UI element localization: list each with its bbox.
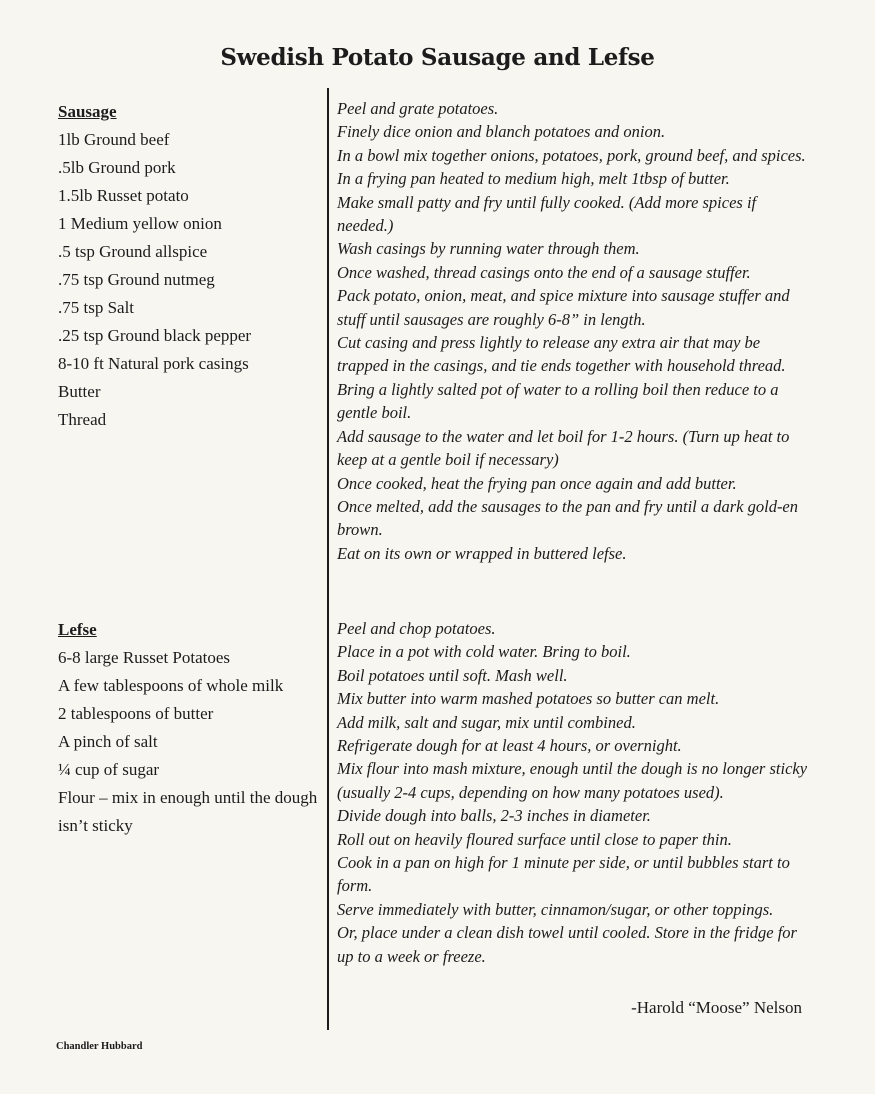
instruction-step: Wash casings by running water through them. — [337, 239, 640, 259]
instruction-step: Pack potato, onion, meat, and spice mixture into sausage stuffer and stuff until sausages are roughly 6-8” in length. — [337, 286, 790, 329]
lefse-ingredients-list — [58, 616, 320, 840]
instruction-step: Peel and grate potatoes. — [337, 99, 499, 118]
instruction-step: Serve immediately with butter, cinnamon/sugar, or other toppings. — [337, 899, 774, 919]
page-title: Swedish Potato Sausage and Lefse — [220, 44, 655, 71]
instruction-step: Once washed, thread casings onto the end of a sausage stuffer. — [337, 262, 751, 282]
instruction-step: Once cooked, heat the frying pan once again and add butter. — [337, 473, 737, 493]
ingredient-item: .75 tsp Salt — [58, 298, 135, 317]
footer-credit: Chandler Hubbard — [56, 1041, 143, 1052]
ingredient-item: 1.5lb Russet potato — [58, 186, 189, 205]
instruction-step: Roll out on heavily floured surface until close to paper thin. — [337, 829, 732, 849]
ingredient-item: 1 Medium yellow onion — [58, 214, 222, 233]
instruction-step: Finely dice onion and blanch potatoes and onion. — [337, 122, 666, 142]
ingredient-item: Thread — [58, 410, 107, 429]
ingredient-item: .5lb Ground pork — [58, 158, 176, 177]
instruction-step: Mix butter into warm mashed potatoes so butter can melt. — [337, 689, 720, 709]
lefse-instructions — [337, 617, 809, 968]
ingredient-item: 1lb Ground beef — [58, 130, 170, 149]
lefse-heading: Lefse — [58, 620, 97, 639]
ingredient-item: A few tablespoons of whole milk — [58, 676, 284, 695]
instruction-step: Eat on its own or wrapped in buttered lefse. — [337, 543, 627, 563]
instruction-step: Add milk, salt and sugar, mix until combined. — [337, 712, 636, 732]
author-signature: -Harold “Moose” Nelson — [631, 998, 802, 1017]
instruction-step: Boil potatoes until soft. Mash well. — [337, 665, 568, 685]
ingredient-item: A pinch of salt — [58, 732, 158, 751]
ingredient-item: Flour – mix in enough until the dough isn’t sticky — [58, 788, 318, 835]
ingredient-item: 6-8 large Russet Potatoes — [58, 648, 231, 667]
ingredient-item: .25 tsp Ground black pepper — [58, 326, 252, 345]
instruction-step: Refrigerate dough for at least 4 hours, or overnight. — [337, 736, 682, 756]
instruction-step: Add sausage to the water and let boil for 1-2 hours. (Turn up heat to keep at a gentle boil if necessary) — [337, 426, 790, 470]
ingredient-item: Butter — [58, 382, 101, 401]
ingredient-item: .5 tsp Ground allspice — [58, 242, 208, 261]
ingredient-item: 8-10 ft Natural pork casings — [58, 354, 249, 373]
instruction-step: Once melted, add the sausages to the pan and fry until a dark gold-en brown. — [337, 496, 799, 540]
instruction-step: Place in a pot with cold water. Bring to boil. — [337, 642, 631, 662]
column-divider — [327, 88, 329, 1030]
instruction-step: Or, place under a clean dish towel until cooled. Store in the fridge for up to a week or freeze. — [337, 923, 797, 966]
instruction-step: Cut casing and press lightly to release any extra air that may be trapped in the casings, and tie ends together with household thread. — [337, 333, 786, 376]
ingredient-item: ¼ cup of sugar — [58, 760, 160, 779]
sausage-ingredients-list — [58, 98, 320, 434]
instruction-step: Peel and chop potatoes. — [337, 619, 496, 638]
instruction-step: Make small patty and fry until fully cooked. (Add more spices if needed.) — [337, 192, 757, 236]
instruction-step: In a bowl mix together onions, potatoes, pork, ground beef, and spices. — [337, 145, 806, 165]
sausage-heading: Sausage — [58, 102, 117, 121]
instruction-step: Cook in a pan on high for 1 minute per side, or until bubbles start to form. — [337, 853, 790, 896]
instruction-step: Bring a lightly salted pot of water to a rolling boil then reduce to a gentle boil. — [337, 379, 779, 423]
instruction-step: Divide dough into balls, 2-3 inches in diameter. — [337, 806, 651, 826]
ingredient-item: 2 tablespoons of butter — [58, 704, 214, 723]
instruction-step: Mix flour into mash mixture, enough until the dough is no longer sticky (usually 2-4 cups, depending on how many potatoes used). — [337, 759, 808, 802]
instruction-step: In a frying pan heated to medium high, melt 1tbsp of butter. — [337, 169, 730, 189]
sausage-instructions — [337, 97, 809, 565]
ingredient-item: .75 tsp Ground nutmeg — [58, 270, 215, 289]
